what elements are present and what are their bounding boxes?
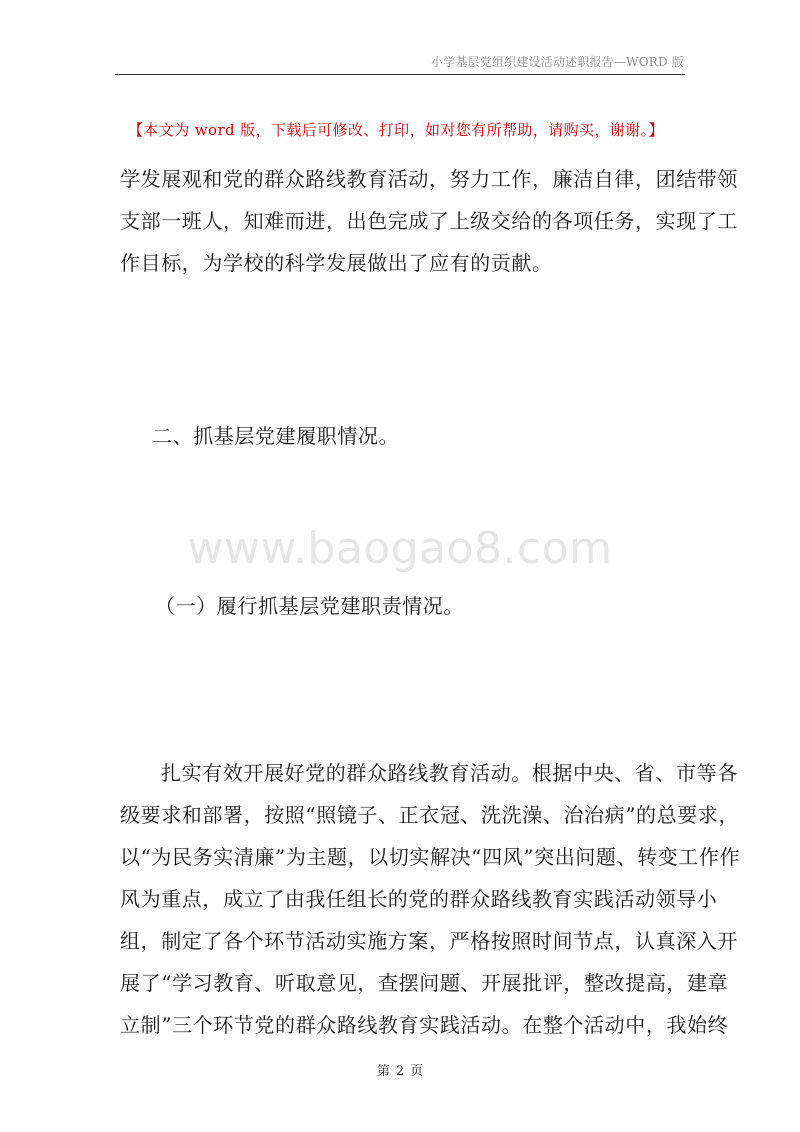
- footer-prefix: 第: [376, 1064, 390, 1079]
- download-notice: 【本文为 word 版，下载后可修改、打印，如对您有所帮助，请购买，谢谢。】: [128, 121, 664, 139]
- paragraph-line: 扎实有效开展好党的群众路线教育活动。根据中央、省、市等各: [161, 761, 738, 785]
- subsection-heading: （一）履行抓基层党建职责情况。: [155, 594, 464, 618]
- header-divider: [115, 74, 685, 75]
- paragraph-line: 立制”三个环节党的群众路线教育实践活动。在整个活动中，我始终: [120, 1013, 729, 1037]
- section-heading: 二、抓基层党建履职情况。: [152, 424, 400, 448]
- paragraph-line: 级要求和部署，按照“照镜子、正衣冠、洗洗澡、治治病”的总要求，: [120, 803, 740, 827]
- paragraph-line: 展了“学习教育、听取意见，查摆问题、开展批评，整改提高，建章: [120, 971, 729, 995]
- page-number: 2: [395, 1064, 405, 1079]
- footer-suffix: 页: [410, 1064, 424, 1079]
- page-footer: [0, 1060, 800, 1079]
- paragraph-line: 学发展观和党的群众路线教育活动，努力工作，廉洁自律，团结带领: [120, 167, 738, 191]
- paragraph-line: 组，制定了各个环节活动实施方案，严格按照时间节点，认真深入开: [120, 929, 738, 953]
- paragraph-line: 作目标，为学校的科学发展做出了应有的贡献。: [120, 251, 553, 275]
- body-paragraph-2: [120, 752, 741, 1046]
- paragraph-line: 支部一班人，知难而进，出色完成了上级交给的各项任务，实现了工: [120, 209, 738, 233]
- paragraph-line: 风为重点，成立了由我任组长的党的群众路线教育实践活动领导小: [120, 887, 718, 911]
- paragraph-line: 以“为民务实清廉”为主题，以切实解决“四风”突出问题、转变工作作: [120, 845, 741, 869]
- running-header-title: 小学基层党组织建设活动述职报告—WORD 版: [430, 55, 684, 69]
- body-paragraph-1: [120, 158, 738, 284]
- site-watermark: www.baogao8.com: [187, 523, 613, 574]
